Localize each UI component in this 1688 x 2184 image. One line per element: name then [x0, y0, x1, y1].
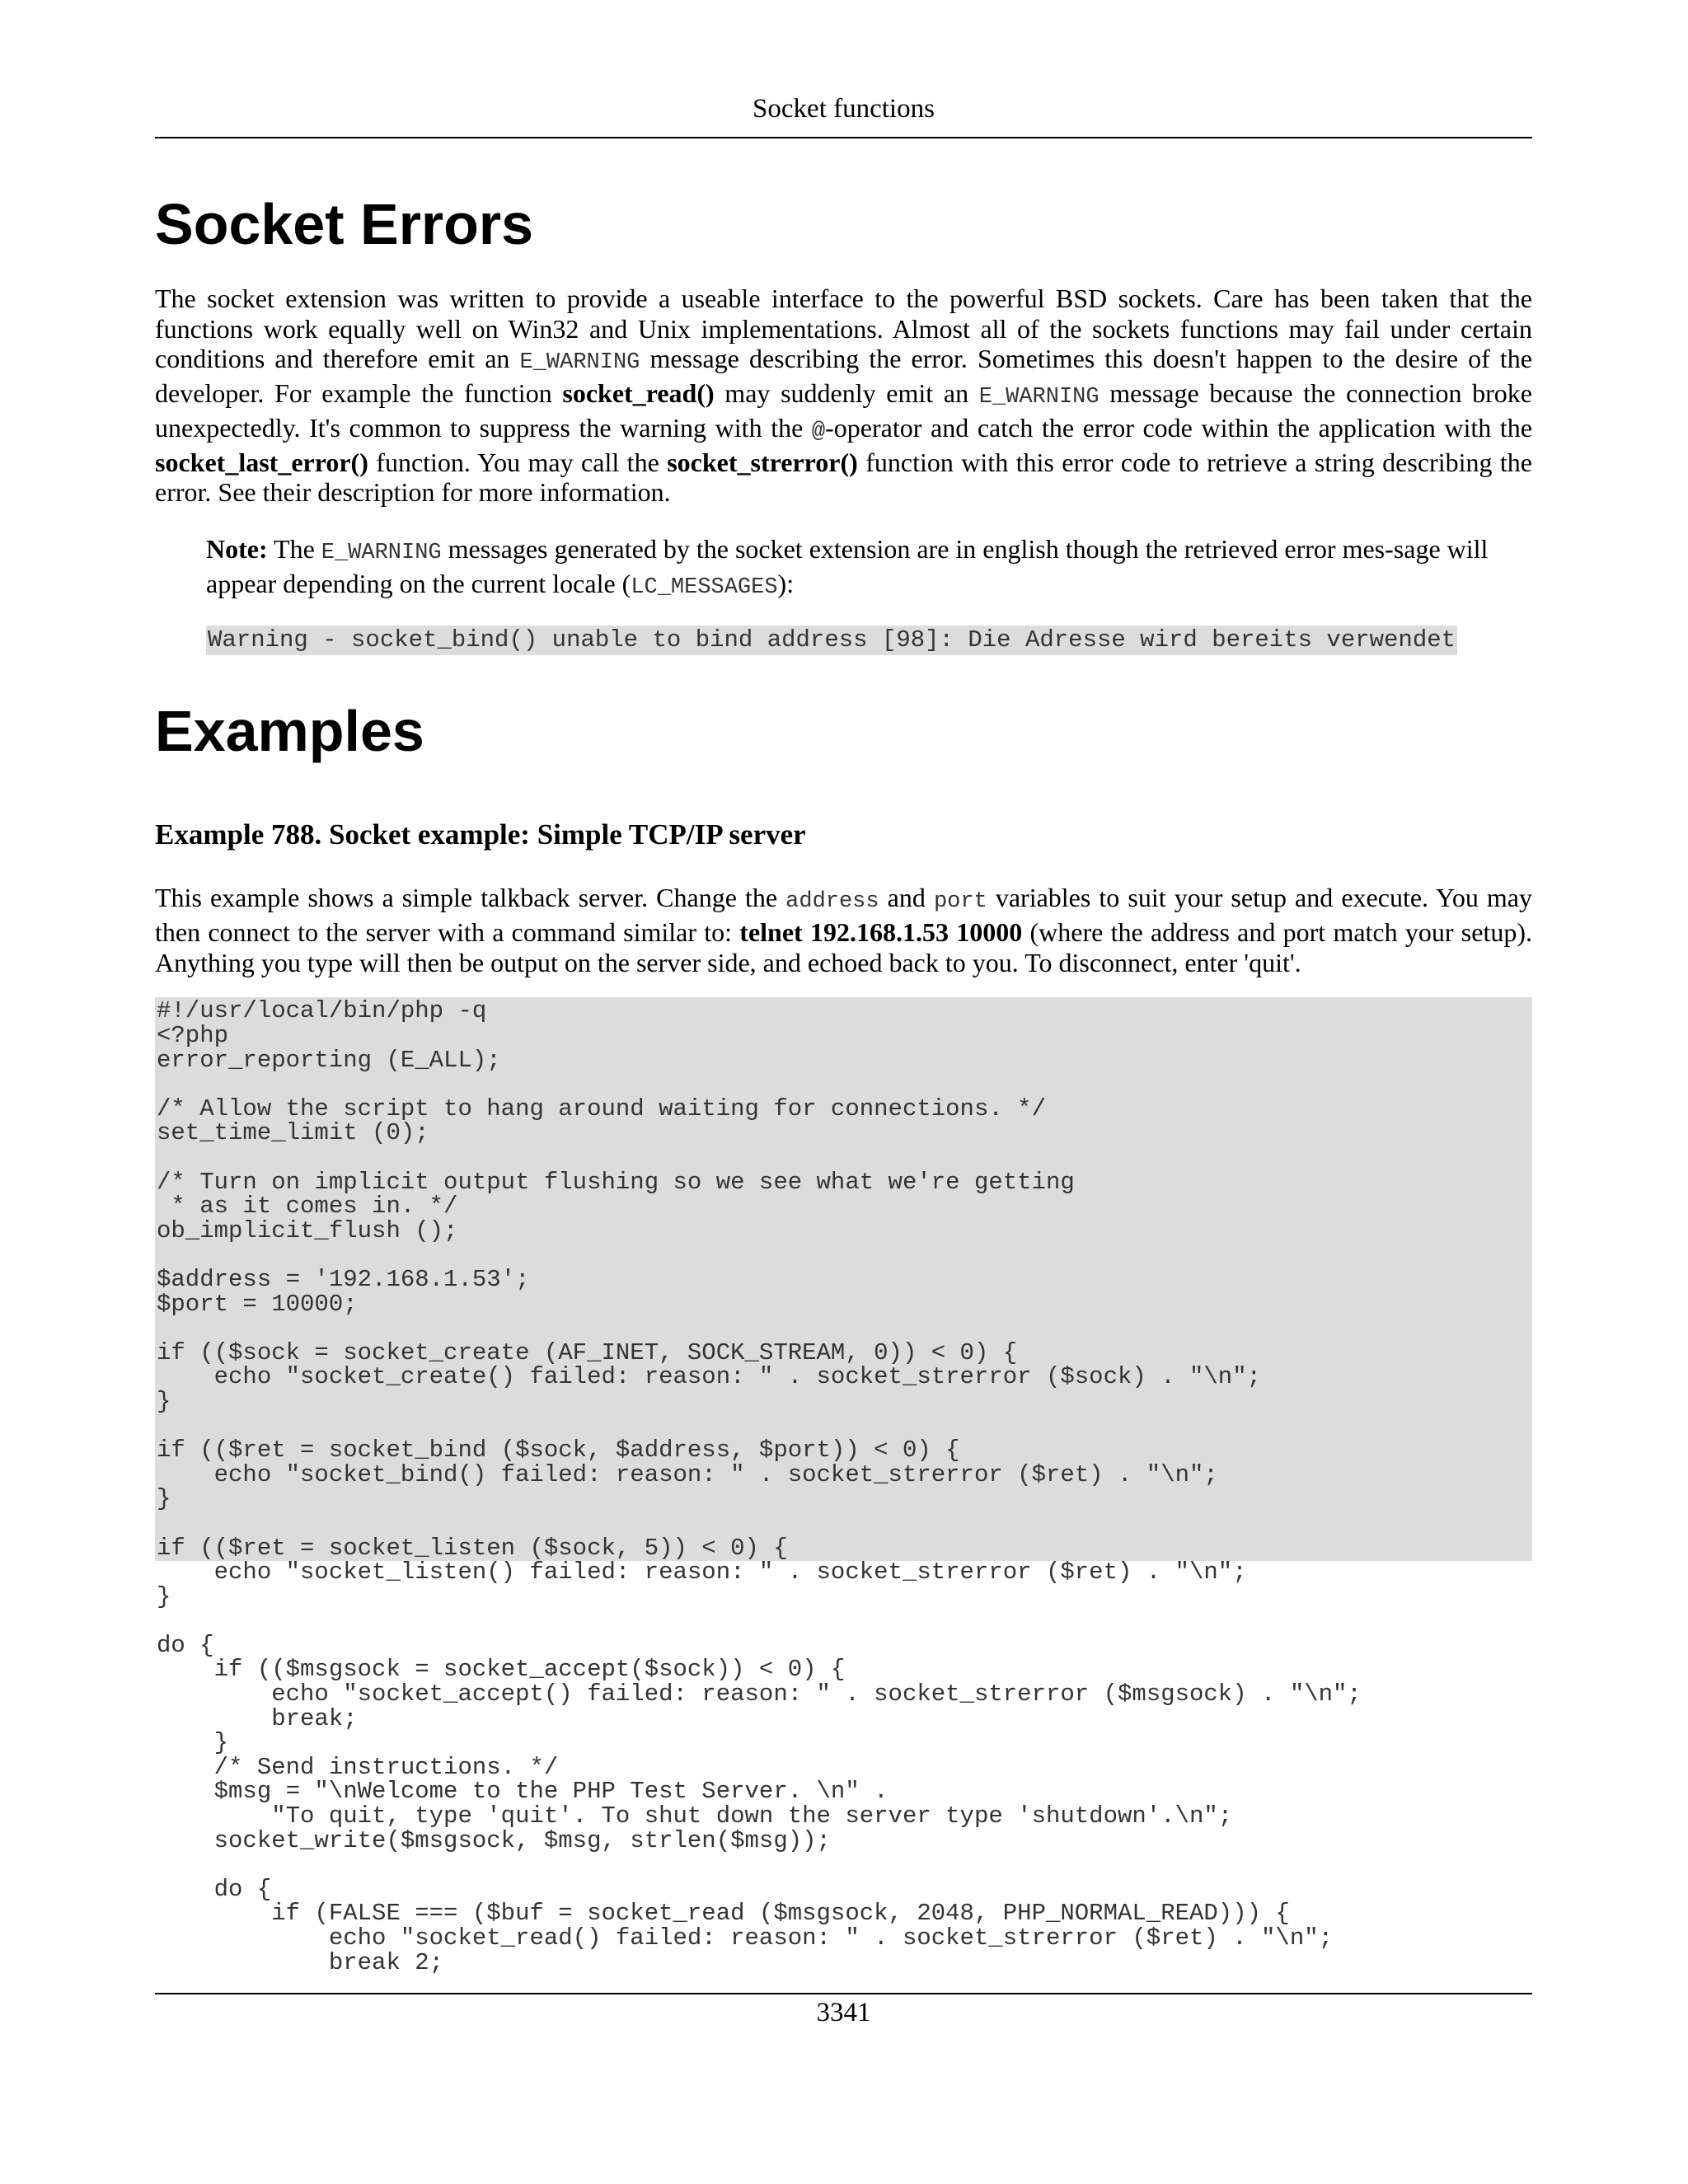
running-header: Socket functions	[155, 92, 1532, 138]
inline-code: @	[811, 419, 826, 444]
inline-code: address	[785, 889, 879, 915]
note-text: Note: The E_WARNING messages generated by the socket extension are in english though the retrieved error mes-sage will appear depending on the current locale (LC_MESSAGES):	[206, 533, 1489, 600]
note-label: Note:	[206, 533, 268, 564]
note-block	[206, 534, 1532, 655]
function-name: socket_read()	[562, 378, 715, 409]
socket-errors-paragraph: The socket extension was written to provide a useable interface to the powerful BSD sockets. Care has been taken that the functions work equally well on Win32 and Unix implementations. Almost all of the sockets functions may fail under certain conditions and therefore emit an E_WARNING message describing the error. Sometimes this doesn't happen to the desire of the developer. For example the function socket_read() may suddenly emit an E_WARNING message because the connection broke unexpectedly. It's common to suppress the warning with the @-operator and catch the error code within the application with the socket_last_error() function. You may call the socket_strerror() function with this error code to retrieve a string describing the error. See their description for more information.	[155, 284, 1533, 508]
inline-code: E_WARNING	[321, 540, 442, 565]
example-title: Example 788. Socket example: Simple TCP/IP server	[155, 818, 806, 851]
example-description: This example shows a simple talkback server. Change the address and port variables to suit your setup and execute. You may then connect to the server with a command similar to: telnet 192.168.1.53 10000 (where the address and port match your setup). Anything you type will then be output on the server side, and echoed back to you. To disconnect, enter 'quit'.	[155, 883, 1533, 977]
section-title-socket-errors: Socket Errors	[155, 192, 534, 256]
inline-code: LC_MESSAGES	[631, 574, 778, 600]
page-number: 3341	[155, 1993, 1532, 2029]
function-name: socket_strerror()	[667, 447, 858, 477]
function-name: socket_last_error()	[155, 447, 368, 477]
inline-code: port	[933, 889, 987, 915]
php-code-listing: #!/usr/local/bin/php -q <?php error_reporting (E_ALL); /* Allow the script to hang around waiting for connections. */ set_time_limit (0); /* Turn on implicit output flushing so we see what we're getting * as it comes in. */ ob_implicit_flush (); $address = '192.168.1.53'; $port = 10000; if (($sock = socket_create (AF_INET, SOCK_STREAM, 0)) < 0) { echo "socket_create() failed: reason: " . socket_strerror ($sock) . "\n"; } if (($ret = socket_bind ($sock, $address, $port)) < 0) { echo "socket_bind() failed: reason: " . socket_strerror ($ret) . "\n"; } if (($ret = socket_listen ($sock, 5)) < 0) { echo "socket_listen() failed: reason: " . socket_strerror ($ret) . "\n"; } do { if (($msgsock = socket_accept($sock)) < 0) { echo "socket_accept() failed: reason: " . socket_strerror ($msgsock) . "\n"; break; } /* Send instructions. */ $msg = "\nWelcome to the PHP Test Server. \n" . "To quit, type 'quit'. To shut down the server type 'shutdown'.\n"; socket_write($msgsock, $msg, strlen($msg)); do { if (FALSE === ($buf = socket_read ($msgsock, 2048, PHP_NORMAL_READ))) { echo "socket_read() failed: reason: " . socket_strerror ($ret) . "\n"; break 2;	[155, 997, 1532, 1561]
telnet-command: telnet 192.168.1.53 10000	[739, 917, 1023, 948]
warning-example-line: Warning - socket_bind() unable to bind address [98]: Die Adresse wird bereits verwendet	[208, 626, 1456, 654]
page-content	[155, 188, 1533, 1976]
inline-code: E_WARNING	[978, 385, 1100, 410]
section-title-examples: Examples	[155, 699, 424, 764]
inline-code: E_WARNING	[519, 350, 640, 376]
